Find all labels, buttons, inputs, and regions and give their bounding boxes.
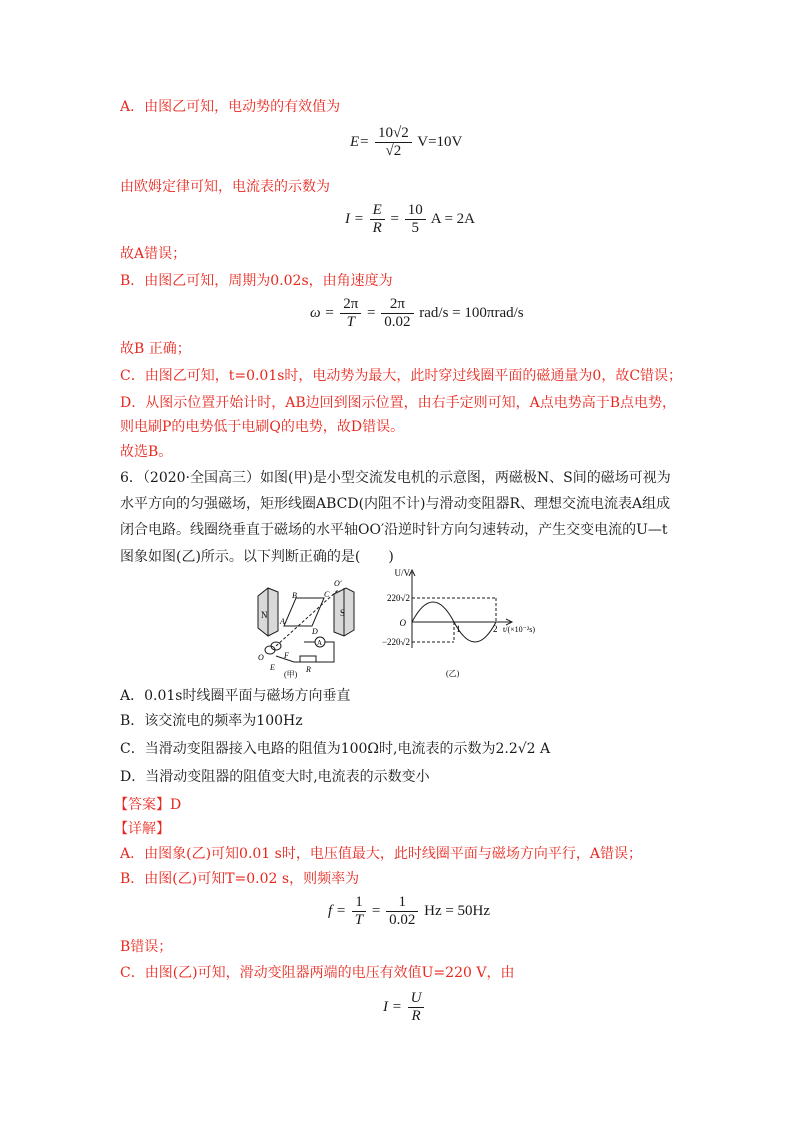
q6-line1: 6．（2020·全国高三）如图(甲)是小型交流发电机的示意图，两磁极N、S间的磁场可视为 [120, 470, 671, 486]
t1-label: 1 [456, 624, 461, 634]
eq4-den2: 0.02 [389, 912, 416, 928]
eq4-mid: = [371, 902, 381, 919]
equation-emf [350, 125, 462, 160]
y-top-label: 220√2 [387, 593, 410, 603]
sol5-b-conclusion: 故B 正确； [120, 341, 191, 357]
explain-b: B．由图(乙)可知T=0.02 s，则频率为 [120, 871, 360, 887]
label-e: E [270, 663, 275, 672]
sol5-d-text2: 则电刷P的电势低于电刷Q的电势，故D错误。 [120, 419, 405, 435]
sol5-ohm-text: 由欧姆定律可知，电流表的示数为 [120, 179, 330, 195]
eq1-rhs: V=10V [417, 133, 463, 150]
label-c: C [324, 590, 330, 599]
equation-current [345, 202, 475, 237]
sol5-b-text: B．由图乙可知，周期为0.02s，由角速度为 [120, 273, 393, 289]
figure-ut-graph [372, 566, 542, 684]
eq3-rhs: rad/s = 100πrad/s [419, 304, 524, 321]
eq3-den2: 0.02 [384, 314, 411, 330]
eq3-lhs: ω = [310, 304, 335, 321]
label-n: N [261, 610, 268, 620]
q6-option-d: D．当滑动变阻器的阻值变大时,电流表的示数变小 [120, 769, 430, 785]
eq3-num1: 2π [340, 296, 361, 314]
sol5-d-text1: D．从图示位置开始计时，AB边回到图示位置，由右手定则可知，A点电势高于B点电势， [120, 395, 677, 411]
eq3-num2: 2π [381, 296, 413, 314]
eq4-rhs: Hz = 50Hz [424, 902, 491, 919]
eq4-num1: 1 [352, 894, 366, 912]
q6-line4: 图象如图(乙)所示。以下判断正确的是( ) [120, 549, 394, 565]
explain-c: C．由图(乙)可知，滑动变阻器两端的电压有效值U=220 V，由 [120, 965, 515, 981]
eq1-den: √2 [385, 143, 402, 159]
eq1-num: 10√2 [375, 125, 412, 143]
answer-label: 【答案】D [114, 797, 182, 813]
eq5-num: U [408, 990, 425, 1008]
eq4-num2: 1 [386, 894, 418, 912]
equation-ohm [383, 990, 426, 1025]
label-o: O [258, 653, 264, 662]
caption-yi: (乙) [446, 669, 460, 678]
label-s: S [340, 608, 346, 618]
q6-line2: 水平方向的匀强磁场，矩形线圈ABCD(内阻不计)与滑动变阻器R、理想交流电流表A组成 [120, 496, 671, 512]
q6-line3: 闭合电路。线圈绕垂直于磁场的水平轴OO′沿逆时针方向匀速转动，产生交变电流的U—t [120, 522, 668, 538]
label-a: A [280, 617, 285, 626]
eq4-den1: T [354, 912, 364, 928]
explain-label: 【详解】 [114, 821, 170, 837]
eq5-lhs: I = [383, 998, 402, 1015]
label-f: F [284, 651, 289, 660]
eq3-den1: T [346, 314, 355, 330]
coil-shape [284, 598, 324, 626]
eq2-lhs: I = [345, 210, 364, 227]
figure-generator [254, 576, 358, 680]
caption-jia: (甲) [284, 670, 298, 679]
label-ammeter: A [317, 639, 323, 647]
sol5-final: 故选B。 [120, 444, 173, 460]
eq1-lhs: E= [350, 133, 370, 150]
eq4-lhs: f = [328, 902, 347, 919]
sol5-a-text: A．由图乙可知，电动势的有效值为 [120, 99, 341, 115]
y-label: U/V [394, 568, 410, 578]
eq2-num1: E [370, 202, 385, 220]
label-b: B [292, 591, 297, 600]
eq2-rhs: A = 2A [430, 210, 475, 227]
label-r: R [306, 665, 311, 674]
origin-label: O [399, 618, 406, 628]
y-bottom-label: −220√2 [381, 637, 410, 647]
eq2-den1: R [372, 220, 382, 236]
label-d: D [312, 627, 318, 636]
explain-b-conclusion: B错误； [120, 939, 173, 955]
explain-a: A．由图象(乙)可知0.01 s时，电压值最大，此时线圈平面与磁场方向平行，A错误； [120, 846, 642, 862]
eq2-num2: 10 [405, 202, 426, 220]
eq2-den2: 5 [411, 220, 420, 236]
sol5-c-text: C．由图乙可知，t=0.01s时，电动势为最大，此时穿过线圈平面的磁通量为0，故C错误； [120, 368, 683, 384]
label-o-prime: O′ [334, 579, 342, 588]
t2-label: 2 [493, 624, 498, 634]
x-label: t/(×10⁻²s) [503, 625, 536, 634]
eq2-mid: = [390, 210, 400, 227]
sol5-a-conclusion: 故A错误； [120, 246, 187, 262]
q6-option-c: C．当滑动变阻器接入电路的阻值为100Ω时,电流表的示数为2.2√2 A [120, 741, 551, 757]
q6-option-b: B．该交流电的频率为100Hz [120, 713, 303, 729]
equation-omega [310, 296, 524, 331]
equation-frequency [328, 894, 490, 929]
q6-option-a: A．0.01s时线圈平面与磁场方向垂直 [120, 688, 351, 704]
eq3-mid: = [367, 304, 376, 321]
eq5-den: R [411, 1008, 421, 1024]
